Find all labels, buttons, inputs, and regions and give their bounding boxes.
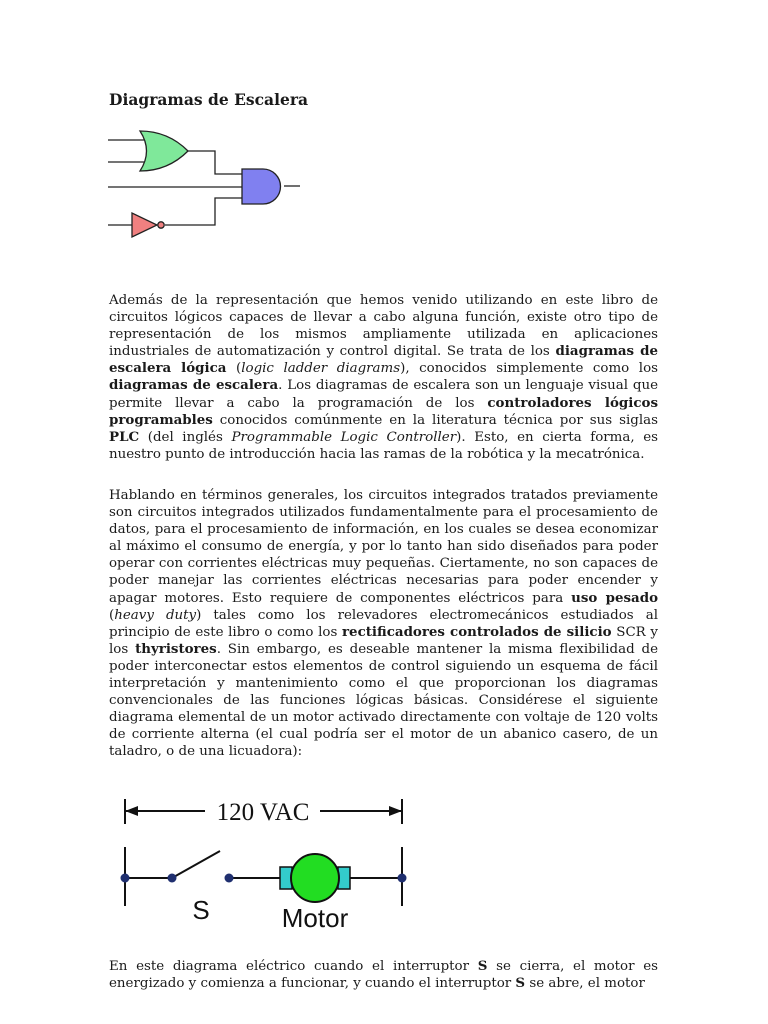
bold-term: rectificadores controlados de silicio — [342, 623, 612, 640]
bold-term: controladores lógicos programables — [109, 394, 658, 428]
motor-symbol — [291, 854, 339, 902]
switch-label: S — [192, 895, 210, 925]
motor-circuit-diagram — [110, 794, 410, 944]
arrowhead-right — [389, 806, 402, 816]
node-switch-pivot — [168, 874, 177, 883]
node-switch-contact — [225, 874, 234, 883]
bold-term: diagramas de escalera lógica — [109, 343, 658, 377]
bold-term: diagramas de escalera — [109, 377, 279, 394]
text-run: . Sin embargo, es deseable mantener la misma flexibilidad de poder interconectar estos elementos de control siguiendo un esquema de fácil interpretación y mantenimiento como el que proporcionan los diagramas convencionales de las funciones lógicas básicas. Considérese el siguiente diagrama elemental de un motor activado directamente con voltaje de 120 volts de corriente alterna (el cual podría ser el motor de un abanico casero, de un taladro, o de una licuadora): — [109, 641, 658, 760]
text-run: ), conocidos simplemente como los — [400, 361, 658, 377]
bold-term: S — [515, 975, 526, 992]
bold-term: PLC — [109, 428, 140, 445]
text-run: ( — [226, 361, 242, 377]
text-run: . Los diagramas de escalera son un lenguaje visual que permite llevar a cabo la programación de los — [109, 378, 658, 411]
or-gate — [140, 131, 188, 171]
text-run: En este diagrama eléctrico cuando el interruptor — [109, 959, 478, 974]
switch-blade — [172, 851, 220, 878]
text-run: se cierra, el motor es energizado y comienza a funcionar, y cuando el interruptor — [109, 959, 659, 992]
bold-term: uso pesado — [571, 589, 659, 606]
node-left-rail — [121, 874, 130, 883]
paragraph-3 — [109, 958, 658, 992]
paragraph-1 — [109, 292, 658, 463]
text-run: Hablando en términos generales, los circuitos integrados tratados previamente son circuitos integrados utilizados fundamentalmente para el procesamiento de datos, para el procesamiento de información, en los cuales se desea economizar al máximo el consumo de energía, y por lo tanto han sido diseñados para poder operar con corrientes eléctricas muy pequeñas. Ciertamente, no son capaces de poder manejar las corrientes eléctricas necesarias para poder encender y apagar motores. Esto requiere de componentes eléctricos para — [109, 488, 658, 606]
not-gate-bubble — [158, 222, 164, 228]
arrowhead-left — [125, 806, 138, 816]
paragraph-2 — [109, 487, 658, 761]
logic-gates-diagram — [108, 126, 308, 242]
or-to-and-wire — [186, 151, 242, 174]
not-gate — [132, 213, 157, 237]
italic-term: heavy duty — [114, 607, 197, 623]
page-title: Diagramas de Escalera — [109, 90, 309, 109]
text-run: conocidos comúnmente en la literatura técnica por sus siglas — [212, 412, 658, 428]
and-gate — [242, 169, 281, 204]
text-run: ). Esto, en cierta forma, es nuestro punto de introducción hacia las ramas de la robótica y la mecatrónica. — [109, 429, 658, 462]
text-run: Además de la representación que hemos venido utilizando en este libro de circuitos lógicos capaces de llevar a cabo alguna función, existe otro tipo de representación de los mismos ampliamente utilizada en aplicaciones industriales de automatización y control digital. Se trata de los — [109, 293, 658, 360]
text-run: SCR y los — [109, 624, 658, 657]
motor-label: Motor — [281, 903, 349, 933]
node-right-rail — [398, 874, 407, 883]
voltage-label: 120 VAC — [216, 799, 310, 826]
not-to-and-wire — [165, 198, 242, 225]
text-run: ) tales como los relevadores electromecánicos estudiados al principio de este libro o como los — [109, 607, 658, 640]
bold-term: S — [477, 958, 488, 974]
text-run: (del inglés — [139, 429, 232, 445]
italic-term: Programmable Logic Controller — [231, 429, 457, 445]
text-run: ( — [109, 607, 115, 623]
bold-term: thyristores — [135, 640, 217, 657]
text-run: se abre, el motor — [525, 976, 645, 992]
italic-term: logic ladder diagrams — [241, 361, 401, 377]
